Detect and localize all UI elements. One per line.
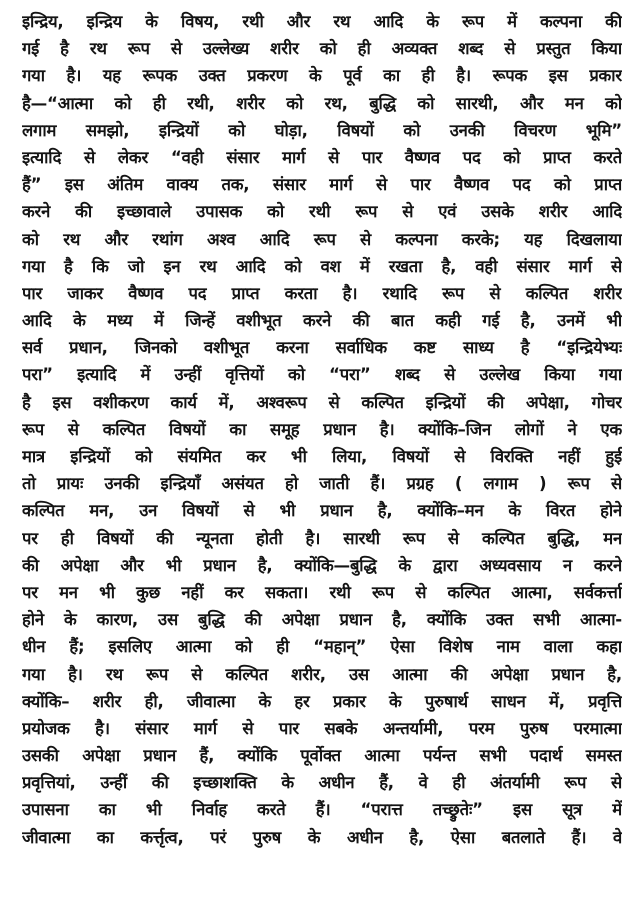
text-line-7: हैं” इस अंतिम वाक्य तक, संसार मार्ग से पार वैष्णव पद को प्राप्त <box>22 175 622 195</box>
text-line-26: क्योंकि– शरीर ही, जीवात्मा के हर प्रकार के पुरुषार्थ साधन में, प्रवृत्ति <box>22 691 622 711</box>
text-line-22: पर मन भी कुछ नहीं कर सकता। रथी रूप से कल्पित आत्मा, सर्वकर्त्ता <box>22 582 622 602</box>
text-line-13: सर्व प्रधान, जिनको वशीभूत करना सर्वाधिक कष्ट साध्य है “इन्द्रियेभ्यः <box>22 338 622 358</box>
text-line-20: पर ही विषयों की न्यूनता होती है। सारथी रूप से कल्पित बुद्धि, मन <box>22 528 622 548</box>
text-line-8: करने की इच्छावाले उपासक को रथी रूप से एवं उसके शरीर आदि <box>22 202 622 222</box>
text-line-21: की अपेक्षा और भी प्रधान है, क्योंकि—बुद्धि के द्वारा अध्यवसाय न करने <box>22 555 622 575</box>
text-line-31: जीवात्मा का कर्त्तृत्व, परं पुरुष के अधीन है, ऐसा बतलाते हैं। वे <box>22 827 622 847</box>
text-line-11: पार जाकर वैष्णव पद प्राप्त करता है। रथादि रूप से कल्पित शरीर <box>22 283 622 303</box>
text-line-12: आदि के मध्य में जिन्हें वशीभूत करने की बात कही गई है, उनमें भी <box>22 311 622 331</box>
document-page <box>22 8 622 892</box>
text-line-6: इत्यादि से लेकर “वही संसार मार्ग से पार वैष्णव पद को प्राप्त करते <box>22 147 622 167</box>
text-line-14: परा” इत्यादि में उन्हीं वृत्तियों को “परा” शब्द से उल्लेख किया गया <box>22 365 622 385</box>
text-line-3: गया है। यह रूपक उक्त प्रकरण के पूर्व का ही है। रूपक इस प्रकार <box>22 66 622 86</box>
text-line-15: है इस वशीकरण कार्य में, अश्वरूप से कल्पित इन्द्रियों की अपेक्षा, गोचर <box>22 392 622 412</box>
text-line-28: उसकी अपेक्षा प्रधान हैं, क्योंकि पूर्वोक्त आत्मा पर्यन्त सभी पदार्थ समस्त <box>22 746 622 766</box>
text-line-19: कल्पित मन, उन विषयों से भी प्रधान है, क्योंकि–मन के विरत होने <box>22 501 622 521</box>
text-line-5: लगाम समझो, इन्द्रियों को घोड़ा, विषयों को उनकी विचरण भूमि” <box>22 120 622 140</box>
text-line-27: प्रयोजक है। संसार मार्ग से पार सबके अन्तर्यामी, परम पुरुष परमात्मा <box>22 718 622 738</box>
text-line-9: को रथ और रथांग अश्व आदि रूप से कल्पना करके; यह दिखलाया <box>22 229 622 249</box>
text-line-23: होने के कारण, उस बुद्धि की अपेक्षा प्रधान है, क्योंकि उक्त सभी आत्मा- <box>22 610 622 630</box>
text-line-10: गया है कि जो इन रथ आदि को वश में रखता है, वही संसार मार्ग से <box>22 256 622 276</box>
text-line-18: तो प्रायः उनकी इन्द्रियाँ असंयत हो जाती हैं। प्रग्रह ( लगाम ) रूप से <box>22 474 622 494</box>
text-line-1: इन्द्रिय, इन्द्रिय के विषय, रथी और रथ आदि के रूप में कल्पना की <box>22 12 622 31</box>
text-line-25: गया है। रथ रूप से कल्पित शरीर, उस आत्मा की अपेक्षा प्रधान है, <box>22 664 622 684</box>
text-line-17: मात्र इन्द्रियों को संयमित कर भी लिया, विषयों से विरक्ति नहीं हुई <box>22 447 622 466</box>
text-line-30: उपासना का भी निर्वाह करते हैं। “परात्त तच्छ्रुतेः” इस सूत्र में <box>22 800 622 820</box>
text-line-16: रूप से कल्पित विषयों का समूह प्रधान है। क्योंकि–जिन लोगों ने एक <box>22 419 622 439</box>
text-line-4: है—“आत्मा को ही रथी, शरीर को रथ, बुद्धि को सारथी, और मन को <box>22 93 622 113</box>
text-line-24: धीन हैं; इसलिए आत्मा को ही “महान्” ऐसा विशेष नाम वाला कहा <box>22 637 622 657</box>
text-line-29: प्रवृत्तियां, उन्हीं की इच्छाशक्ति के अधीन हैं, वे ही अंतर्यामी रूप से <box>22 773 622 793</box>
text-line-2: गई है रथ रूप से उल्लेख्य शरीर को ही अव्यक्त शब्द से प्रस्तुत किया <box>22 39 622 59</box>
